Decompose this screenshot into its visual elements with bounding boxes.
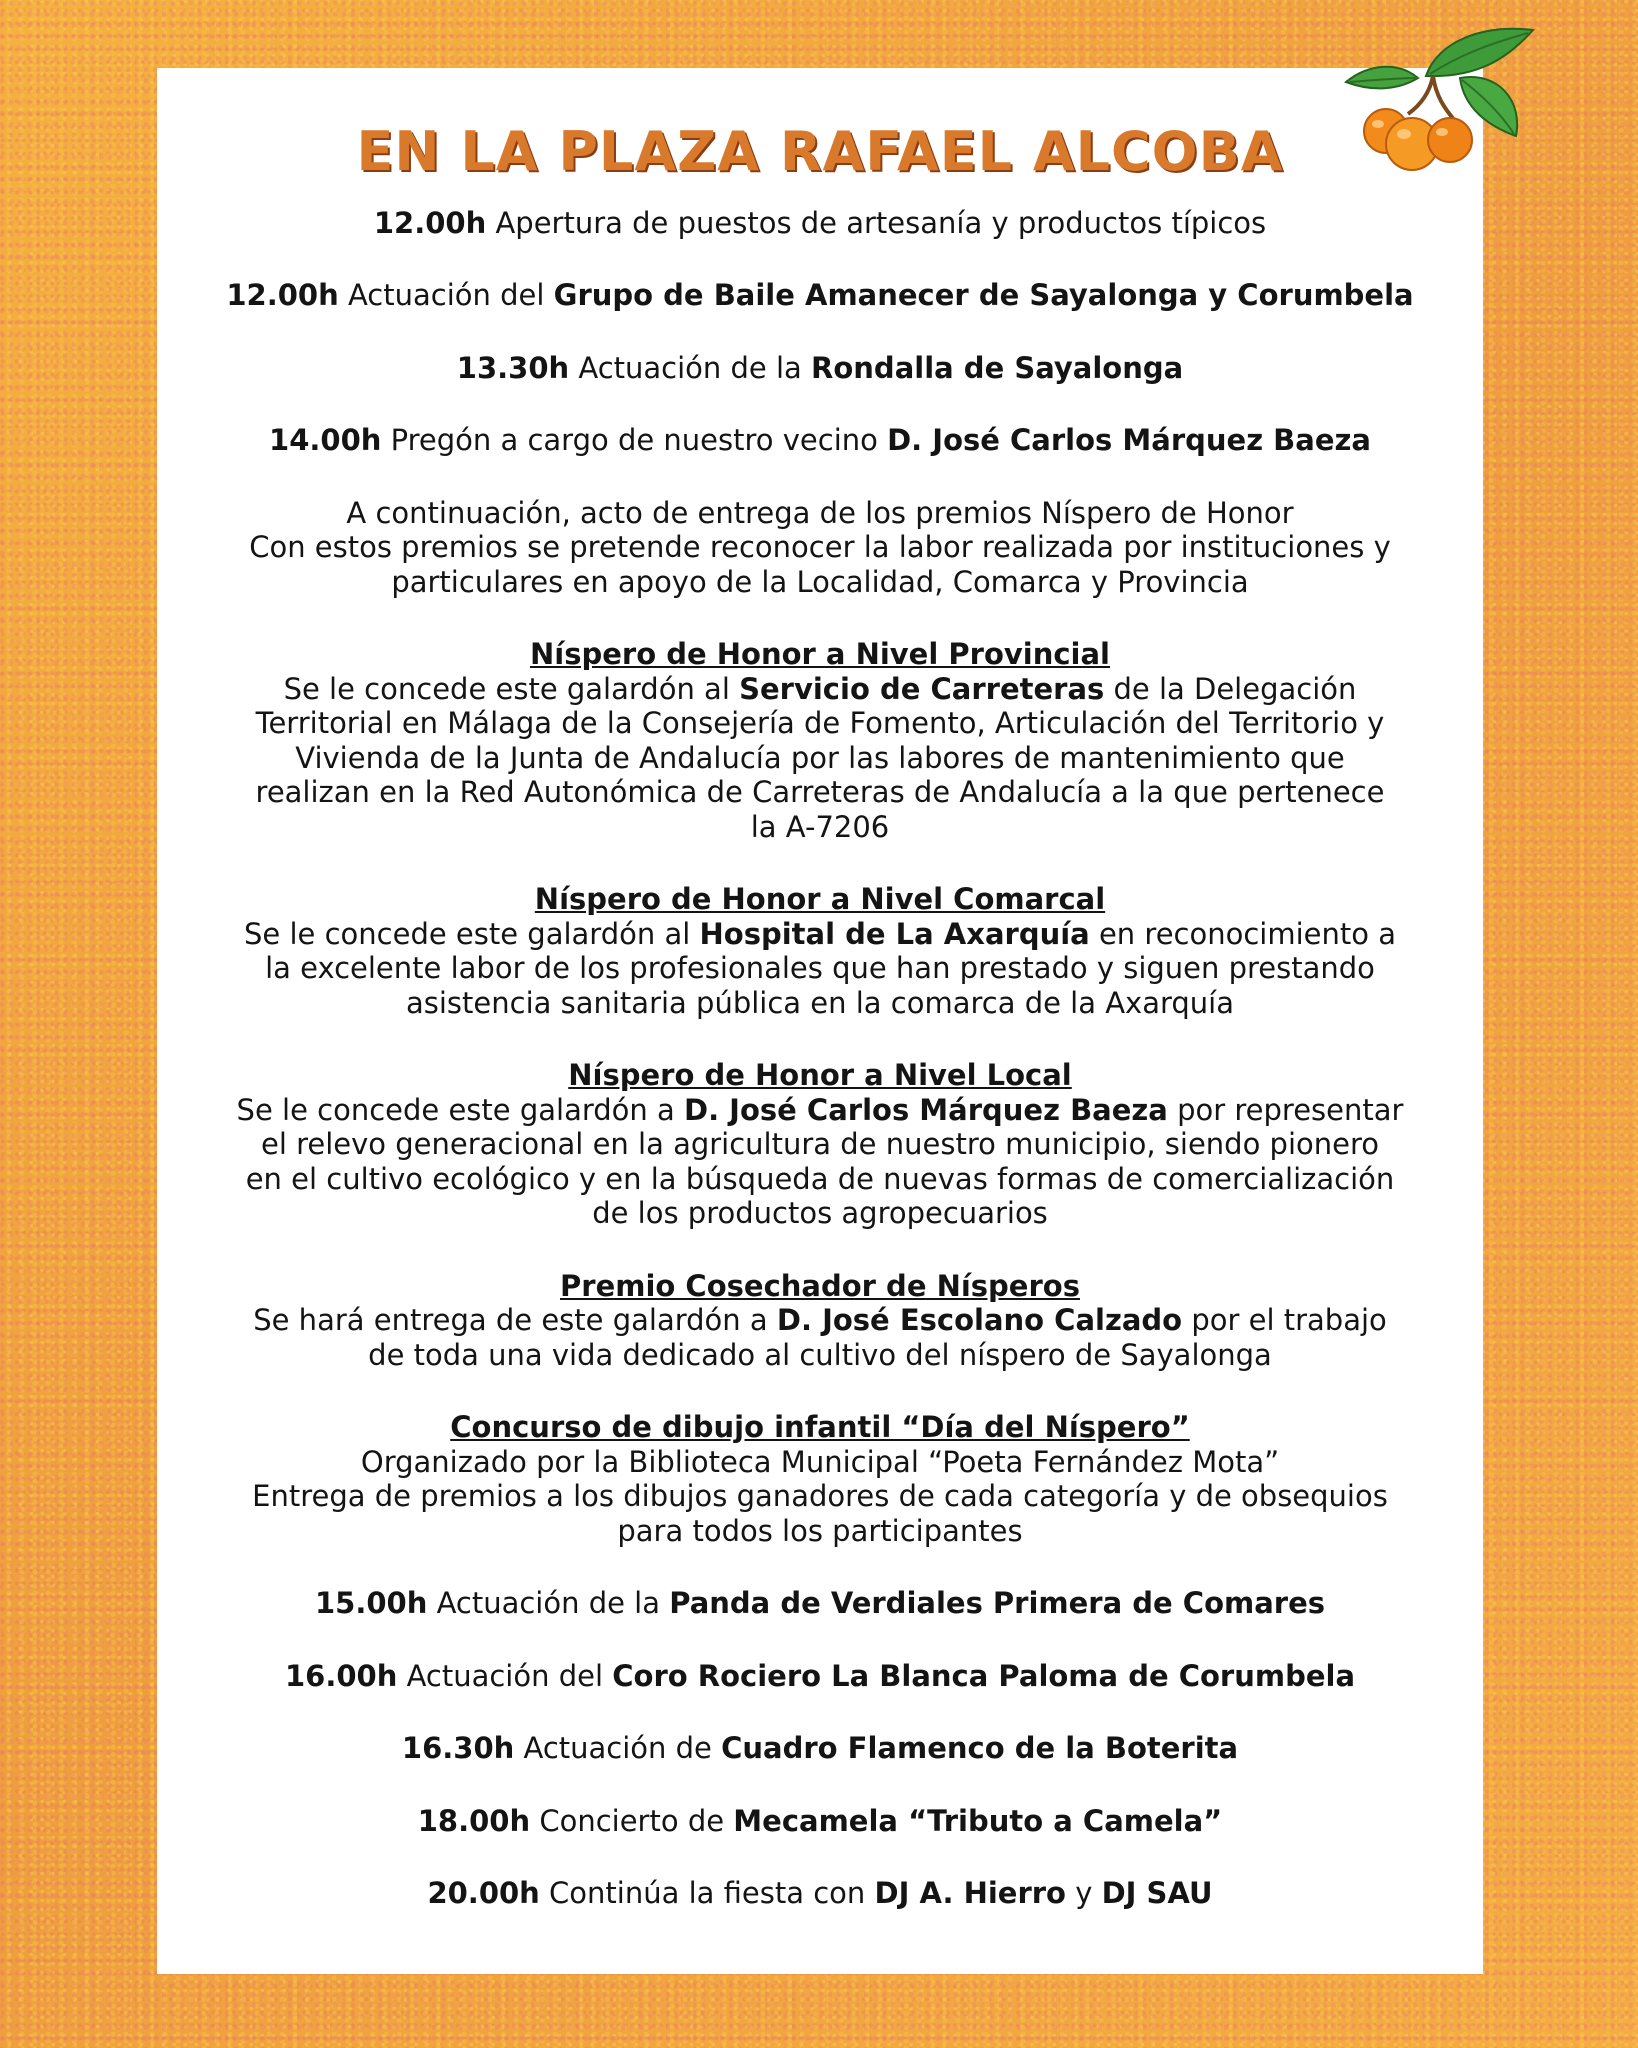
event-time: 12.00h (226, 278, 339, 312)
award-text: por el trabajo (1191, 1303, 1387, 1337)
award-text: la excelente labor de los profesionales que han prestado y siguen prestando (265, 951, 1375, 985)
award-heading: Premio Cosechador de Nísperos (560, 1268, 1080, 1303)
event-text: Actuación de la (578, 350, 802, 385)
award-text: Se le concede este galardón a (236, 1092, 675, 1127)
schedule-item (157, 1586, 1483, 1621)
intro-line: A continuación, acto de entrega de los premios Níspero de Honor (346, 495, 1294, 530)
event-text: Actuación de (523, 1731, 712, 1765)
event-performer: Mecamela “Tributo a Camela” (733, 1803, 1223, 1838)
loquat-fruit-icon (1338, 16, 1538, 186)
award-text: de toda una vida dedicado al cultivo del níspero de Sayalonga (368, 1337, 1272, 1372)
award-text: en el cultivo ecológico y en la búsqueda de nuevas formas de comercialización (245, 1161, 1395, 1196)
award-text: asistencia sanitaria pública en la comarca de la Axarquía (405, 985, 1235, 1020)
awards-intro (157, 496, 1483, 600)
award-text: para todos los participantes (617, 1513, 1023, 1548)
award-comarcal (157, 882, 1483, 1020)
event-time: 15.00h (314, 1586, 428, 1620)
event-time: 14.00h (269, 423, 382, 457)
event-performer: Grupo de Baile Amanecer de Sayalonga y Corumbela (553, 278, 1414, 312)
award-provincial (157, 637, 1483, 844)
event-text: Actuación del (406, 1658, 604, 1693)
event-time: 16.00h (284, 1658, 398, 1693)
page-title: EN LA PLAZA RAFAEL ALCOBA (356, 120, 1284, 183)
poster-card (157, 68, 1483, 1974)
event-text: Pregón a cargo de nuestro vecino (390, 423, 878, 457)
event-time: 12.00h (373, 205, 487, 240)
event-performer: Panda de Verdiales Primera de Comares (669, 1586, 1326, 1620)
award-heading: Concurso de dibujo infantil “Día del Níspero” (450, 1410, 1190, 1444)
intro-line: particulares en apoyo de la Localidad, Comarca y Provincia (391, 564, 1249, 599)
intro-line: Con estos premios se pretende reconocer la labor realizada por instituciones y (249, 530, 1391, 564)
event-time: 16.30h (401, 1731, 515, 1765)
award-text: Organizado por la Biblioteca Municipal “Poeta Fernández Mota” (360, 1444, 1280, 1479)
award-text: Vivienda de la Junta de Andalucía por las labores de mantenimiento que (295, 740, 1345, 775)
award-text: realizan en la Red Autonómica de Carreteras de Andalucía a la que pertenece (255, 775, 1385, 809)
award-text: la A-7206 (750, 809, 890, 844)
event-connector: y (1075, 1876, 1093, 1910)
event-text: Actuación del (347, 278, 545, 312)
event-performer: Cuadro Flamenco de la Boterita (721, 1731, 1239, 1765)
award-cosechador (157, 1269, 1483, 1373)
award-text: de los productos agropecuarios (592, 1196, 1048, 1230)
event-time: 18.00h (417, 1803, 531, 1838)
award-text: el relevo generacional en la agricultura de nuestro municipio, siendo pionero (260, 1127, 1379, 1161)
schedule-item (157, 351, 1483, 386)
award-text: Se le concede este galardón al (283, 671, 730, 706)
drawing-contest (157, 1410, 1483, 1548)
program-content (157, 206, 1483, 1911)
award-recipient: Servicio de Carreteras (739, 671, 1105, 706)
award-heading: Níspero de Honor a Nivel Comarcal (534, 882, 1106, 916)
award-text: Entrega de premios a los dibujos ganadores de cada categoría y de obsequios (252, 1479, 1388, 1513)
dj-name: DJ SAU (1101, 1876, 1213, 1910)
dj-name: DJ A. Hierro (874, 1876, 1066, 1910)
event-time: 20.00h (427, 1876, 540, 1910)
award-text: Territorial en Málaga de la Consejería de Fomento, Articulación del Territorio y (255, 706, 1385, 740)
award-recipient: Hospital de La Axarquía (699, 916, 1090, 951)
award-heading: Níspero de Honor a Nivel Local (568, 1058, 1072, 1092)
event-text: Concierto de (539, 1803, 725, 1838)
schedule-item (157, 206, 1483, 241)
event-text: Continúa la fiesta con (549, 1876, 866, 1910)
award-text: por representar (1177, 1092, 1404, 1127)
schedule-item (157, 1659, 1483, 1694)
event-time: 13.30h (456, 350, 570, 385)
award-text: Se le concede este galardón al (244, 916, 691, 951)
event-performer: Rondalla de Sayalonga (811, 350, 1184, 385)
schedule-item (157, 1804, 1483, 1839)
schedule-item-final (157, 1876, 1483, 1911)
award-local (157, 1058, 1483, 1231)
event-performer: D. José Carlos Márquez Baeza (887, 423, 1371, 457)
award-recipient: D. José Carlos Márquez Baeza (684, 1092, 1168, 1127)
schedule-item (157, 423, 1483, 458)
event-performer: Coro Rociero La Blanca Paloma de Corumbela (612, 1658, 1356, 1693)
award-text: Se hará entrega de este galardón a (253, 1303, 768, 1337)
award-recipient: D. José Escolano Calzado (776, 1303, 1183, 1337)
award-text: de la Delegación (1113, 671, 1357, 706)
schedule-item (157, 278, 1483, 313)
event-text: Actuación de la (436, 1586, 660, 1620)
award-heading: Níspero de Honor a Nivel Provincial (530, 637, 1110, 671)
event-text: Apertura de puestos de artesanía y productos típicos (495, 205, 1267, 240)
schedule-item (157, 1731, 1483, 1766)
award-text: en reconocimiento a (1098, 916, 1396, 951)
